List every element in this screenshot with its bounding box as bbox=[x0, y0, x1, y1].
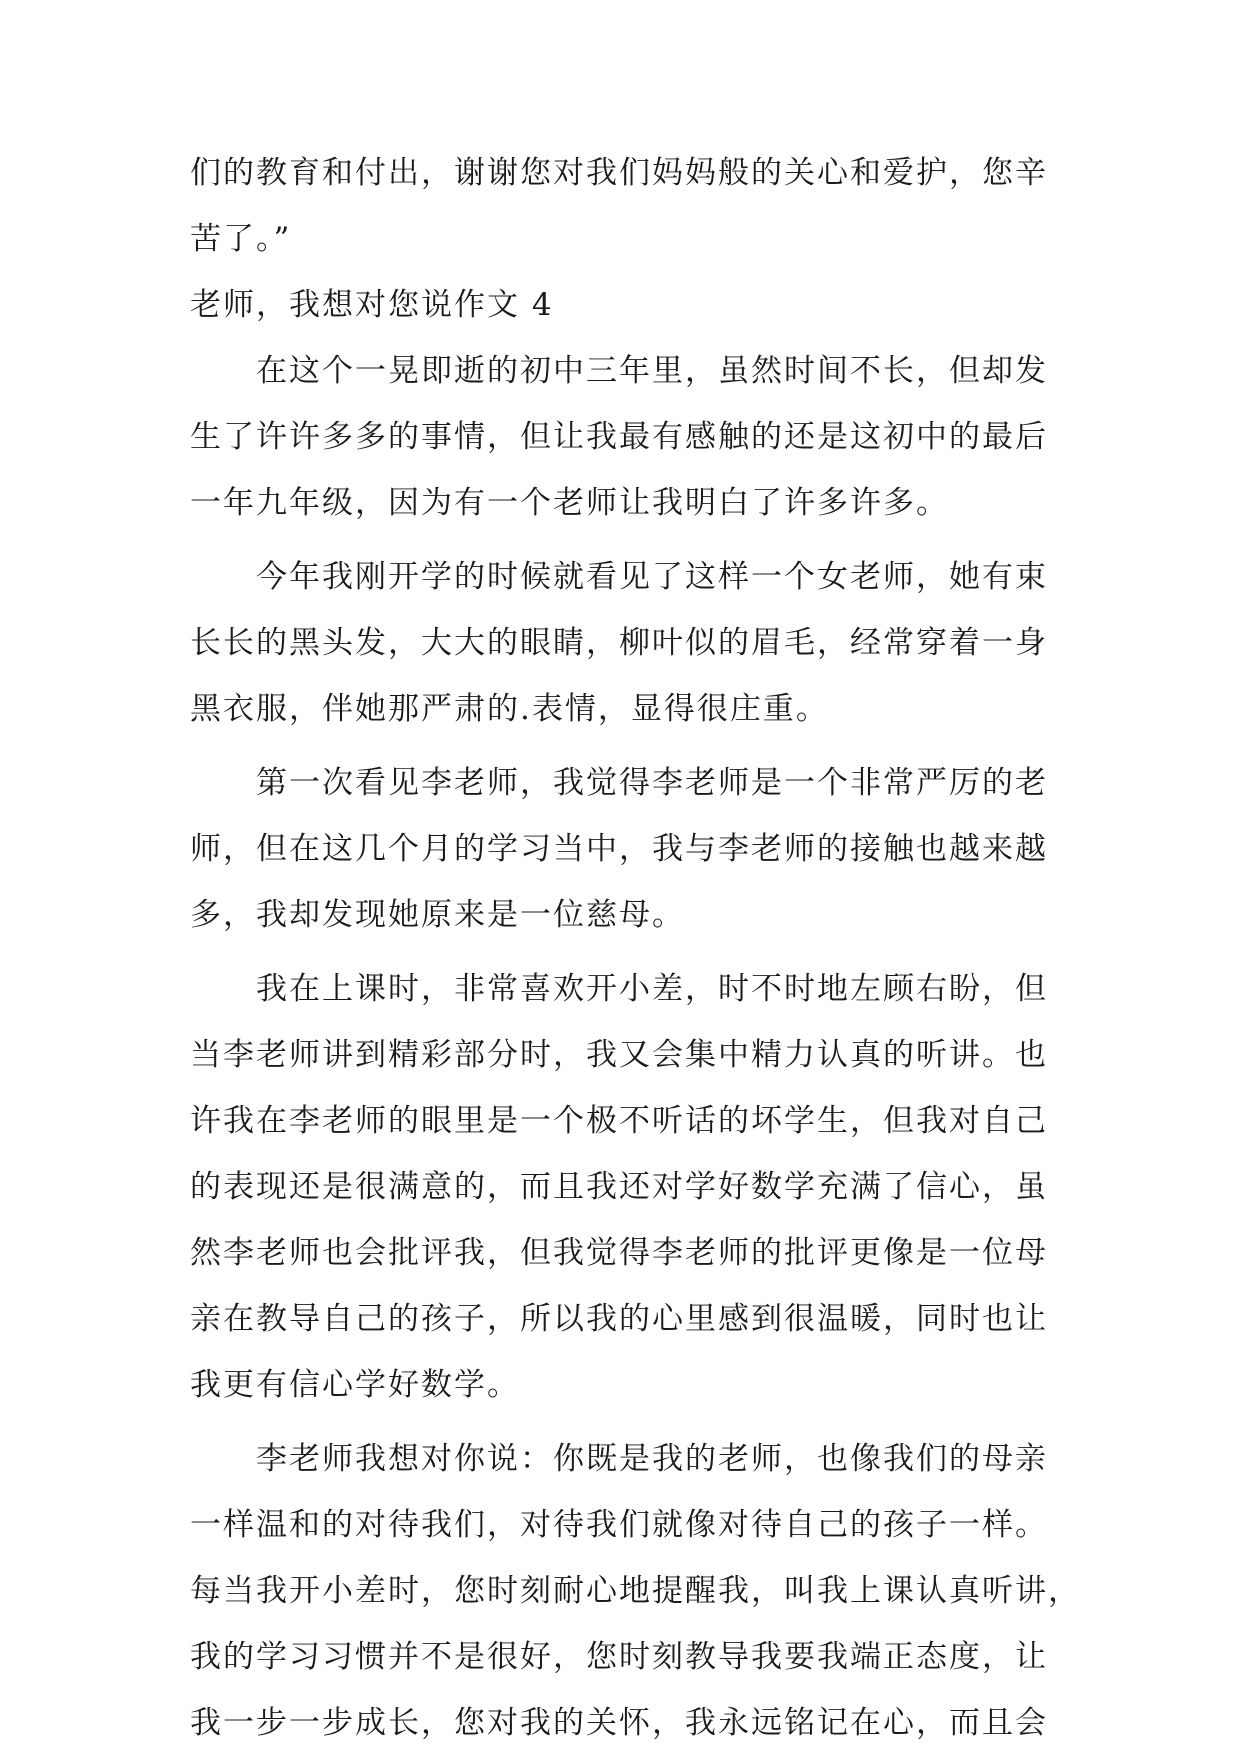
text-line: 长长的黑头发，大大的眼睛，柳叶似的眉毛，经常穿着一身 bbox=[190, 625, 1048, 661]
text-line: 然李老师也会批评我，但我觉得李老师的批评更像是一位母 bbox=[190, 1235, 1048, 1271]
paragraph-start: 今年我刚开学的时候就看见了这样一个女老师，她有束 bbox=[256, 559, 1048, 595]
text-line: 生了许许多多的事情，但让我最有感触的还是这初中的最后 bbox=[190, 419, 1048, 455]
text-line: 我更有信心学好数学。 bbox=[190, 1367, 520, 1403]
text-line: 一年九年级，因为有一个老师让我明白了许多许多。 bbox=[190, 485, 949, 521]
section-heading: 老师，我想对您说作文 4 bbox=[190, 287, 554, 323]
text-line: 的表现还是很满意的，而且我还对学好数学充满了信心，虽 bbox=[190, 1169, 1048, 1205]
text-line: 多，我却发现她原来是一位慈母。 bbox=[190, 897, 685, 933]
text-line: 苦了。” bbox=[190, 221, 292, 257]
text-line: 亲在教导自己的孩子，所以我的心里感到很温暖，同时也让 bbox=[190, 1301, 1048, 1337]
text-line: 许我在李老师的眼里是一个极不听话的坏学生，但我对自己 bbox=[190, 1103, 1048, 1139]
paragraph-start: 我在上课时，非常喜欢开小差，时不时地左顾右盼，但 bbox=[256, 971, 1048, 1007]
text-line: 黑衣服，伴她那严肃的.表情，显得很庄重。 bbox=[190, 691, 829, 727]
text-line: 每当我开小差时，您时刻耐心地提醒我，叫我上课认真听讲， bbox=[190, 1573, 1081, 1609]
paragraph-start: 第一次看见李老师，我觉得李老师是一个非常严厉的老 bbox=[256, 765, 1048, 801]
body-text bbox=[190, 140, 1081, 1756]
text-line: 当李老师讲到精彩部分时，我又会集中精力认真的听讲。也 bbox=[190, 1037, 1048, 1073]
text-line: 师，但在这几个月的学习当中，我与李老师的接触也越来越 bbox=[190, 831, 1048, 867]
text-line: 一样温和的对待我们，对待我们就像对待自己的孩子一样。 bbox=[190, 1507, 1048, 1543]
text-line: 我一步一步成长，您对我的关怀，我永远铭记在心，而且会 bbox=[190, 1705, 1048, 1741]
text-line: 们的教育和付出，谢谢您对我们妈妈般的关心和爱护，您辛 bbox=[190, 155, 1048, 191]
text-line: 我的学习习惯并不是很好，您时刻教导我要我端正态度，让 bbox=[190, 1639, 1048, 1675]
paragraph-start: 李老师我想对你说：你既是我的老师，也像我们的母亲 bbox=[256, 1441, 1048, 1477]
paragraph-start: 在这个一晃即逝的初中三年里，虽然时间不长，但却发 bbox=[256, 353, 1048, 389]
